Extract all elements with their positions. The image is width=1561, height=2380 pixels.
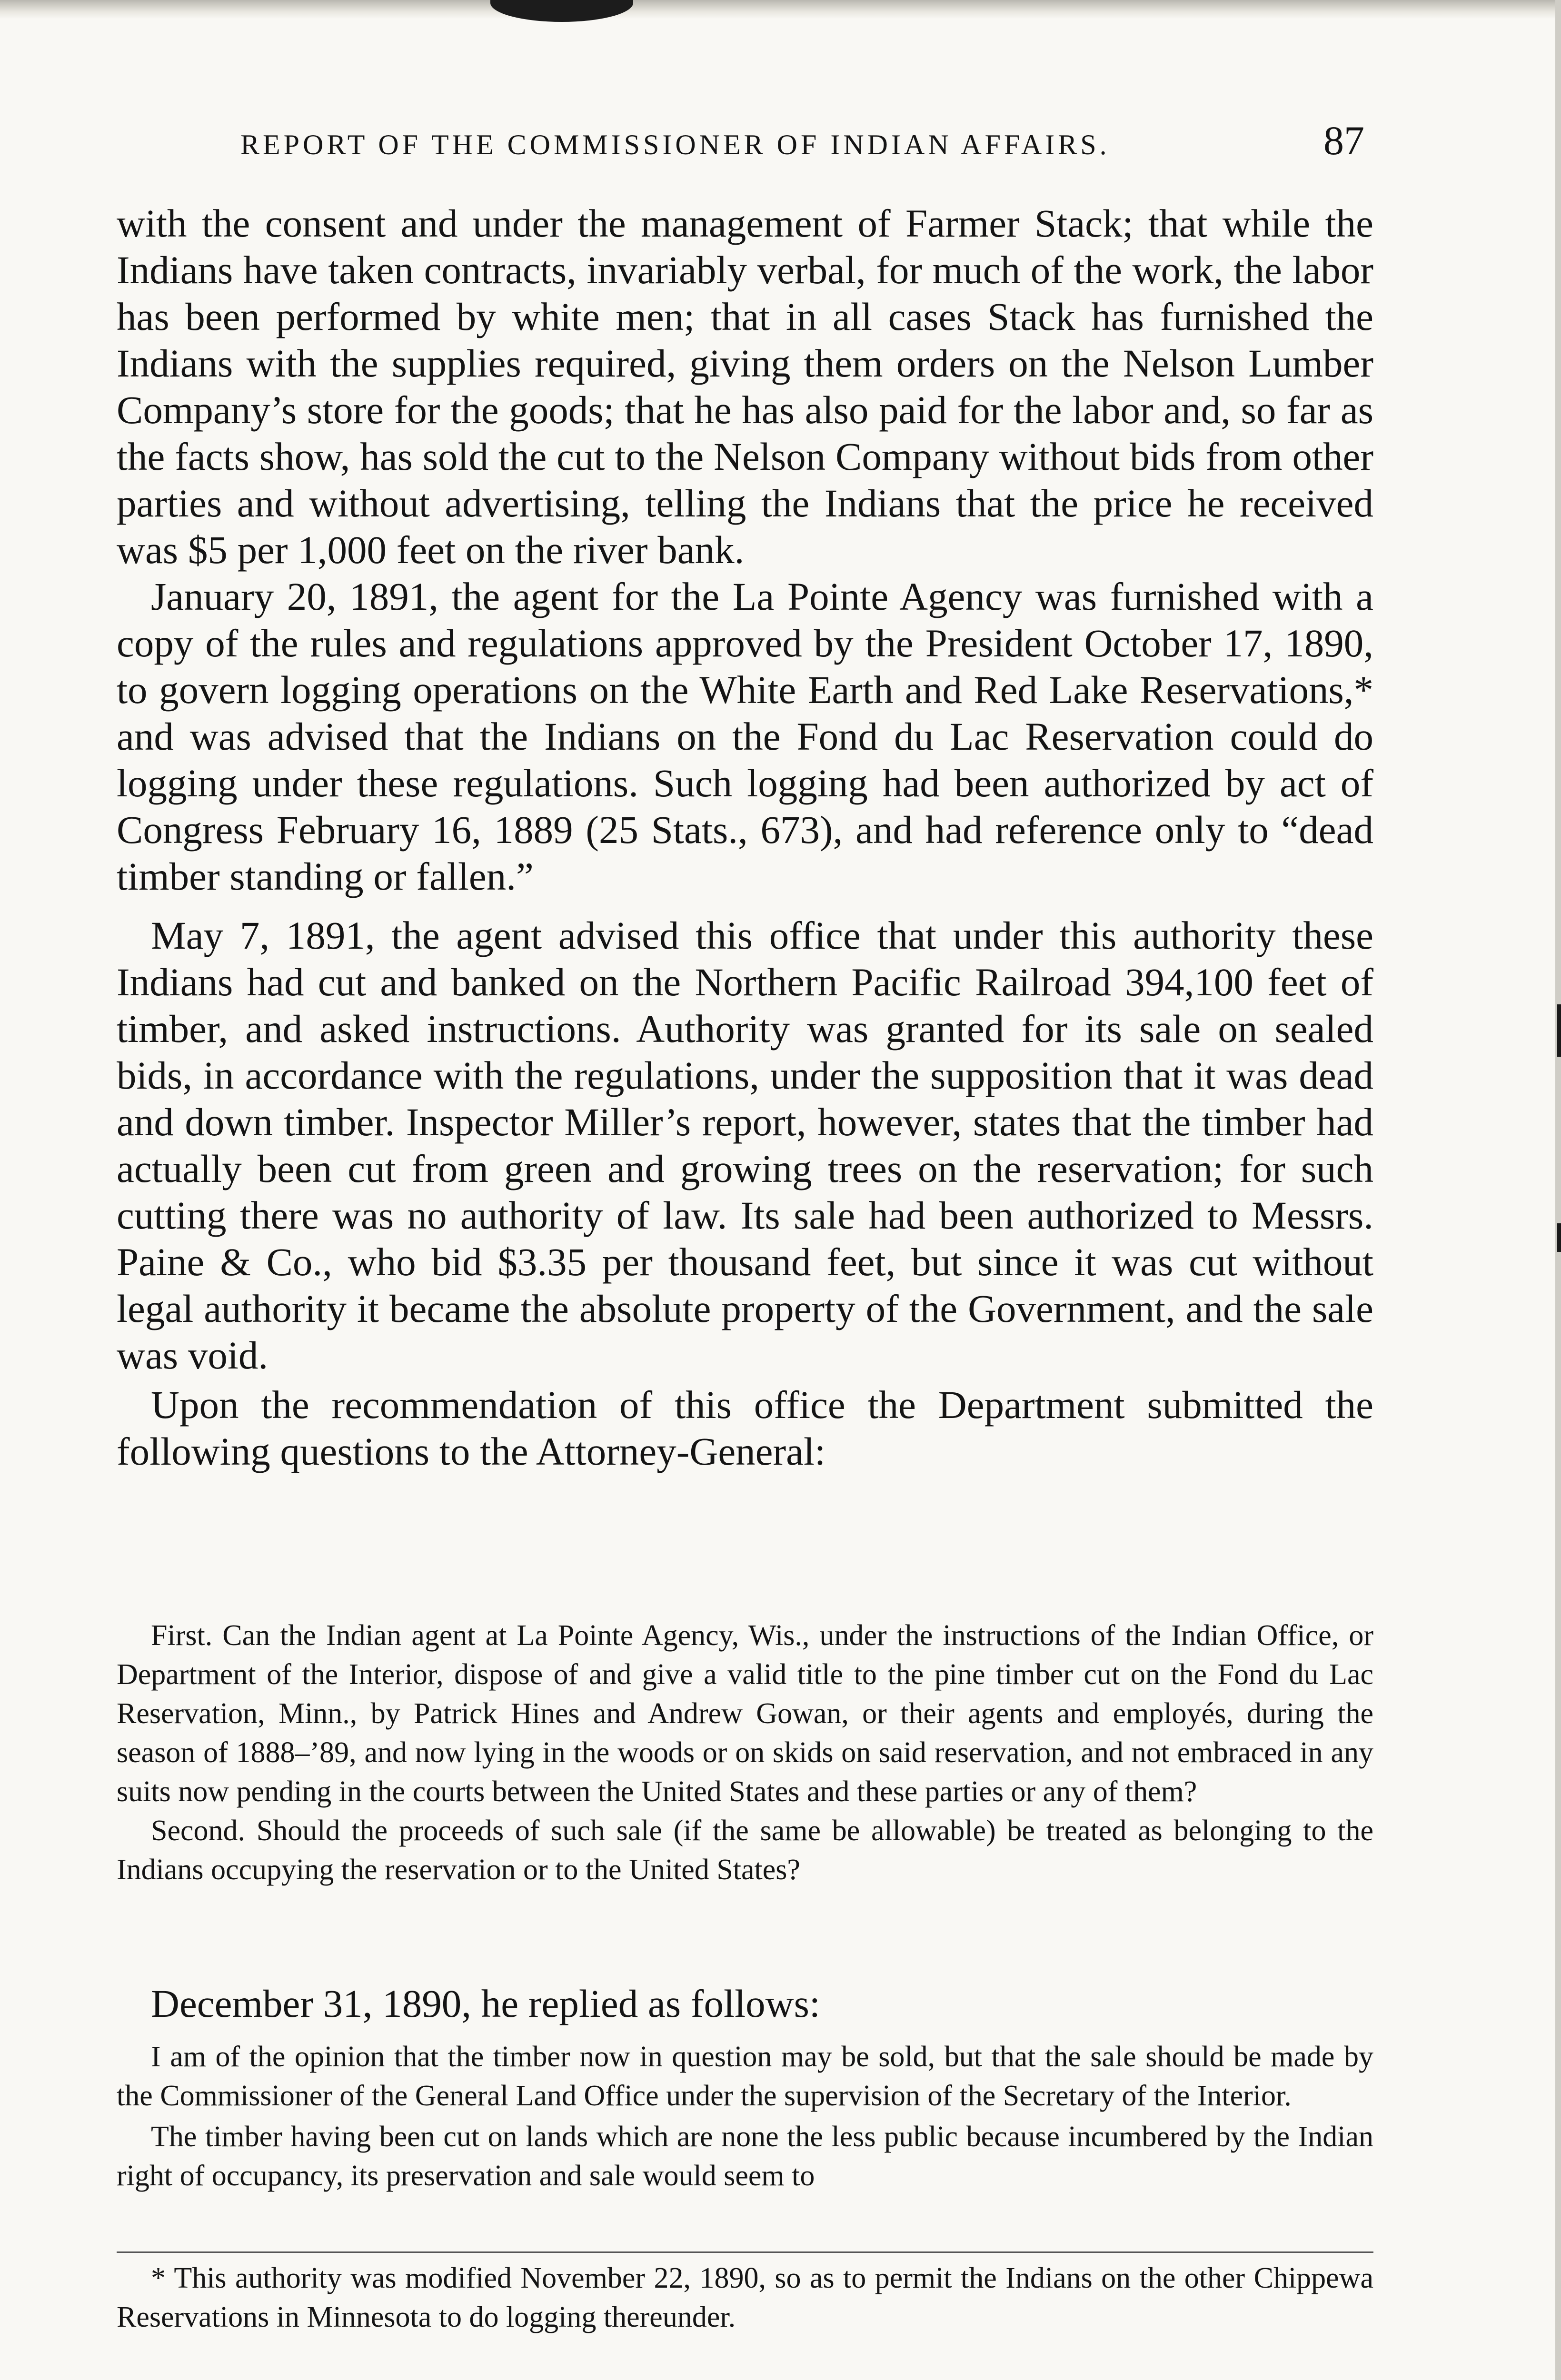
question-first: First. Can the Indian agent at La Pointe Agency, Wis., under the instructions of the Indian Office, or Department of the Interior, dispose of and give a valid title to the pine timber cut on the Fond du Lac Reservation, Minn., by Patrick Hines and Andrew Gowan, or their agents and employés, during the season of 1888–’89, and now lying in the woods or on skids on said reservation, and not embraced in any suits now pending in the courts between the United States and these parties or any of them?: [117, 1619, 1373, 1808]
paragraph: May 7, 1891, the agent advised this office that under this authority these Indians had cut and banked on the Northern Pacific Railroad 394,100 feet of timber, and asked instructions. Authority was granted for its sale on sealed bids, in accordance with the regulations, under the supposition that it was dead and down timber. Inspector Miller’s report, however, states that the timber had actually been cut from green and growing trees on the reservation; for such cutting there was no authority of law. Its sale had been authorized to Messrs. Paine & Co., who bid $3.35 per thousand feet, but since it was cut without legal authority it became the absolute property of the Government, and the sale was void.: [117, 913, 1373, 1377]
running-head: REPORT OF THE COMMISSIONER OF INDIAN AFFAIRS.: [240, 129, 1110, 160]
reply-intro: December 31, 1890, he replied as follows:: [151, 1982, 820, 2025]
page-top-edge: [0, 0, 1561, 19]
question-second: Second. Should the proceeds of such sale (if the same be allowable) be treated as belonging to the Indians occupying the reservation or to the United States?: [117, 1815, 1373, 1886]
paragraph: Upon the recommendation of this office the Department submitted the following questions to the Attorney-General:: [117, 1383, 1373, 1473]
footnote-block: [117, 2259, 1373, 2337]
footnote-rule: [117, 2251, 1373, 2253]
edge-mark: [1557, 1223, 1561, 1252]
quoted-reply: [117, 2037, 1373, 2195]
paragraph: with the consent and under the management of Farmer Stack; that while the Indians have taken contracts, invariably verbal, for much of the work, the labor has been performed by white men; that in all cases Stack has furnished the Indians with the supplies required, giving them orders on the Nelson Lumber Company’s store for the goods; that he has also paid for the labor and, so far as the facts show, has sold the cut to the Nelson Company without bids from other parties and without advertising, telling the Indians that the price he received was $5 per 1,000 feet on the river bank.: [117, 201, 1373, 572]
reply-paragraph: The timber having been cut on lands which are none the less public because incumbered by the Indian right of occupancy, its preservation and sale would seem to: [117, 2121, 1373, 2192]
edge-mark: [1557, 1004, 1561, 1057]
reply-paragraph: I am of the opinion that the timber now in question may be sold, but that the sale should be made by the Commissioner of the General Land Office under the supervision of the Secretary of the Interior.: [117, 2041, 1373, 2112]
reply-intro-block: [117, 1980, 1373, 2027]
paragraph: January 20, 1891, the agent for the La Pointe Agency was furnished with a copy of the rules and regulations approved by the President October 17, 1890, to govern logging operations on the White Earth and Red Lake Reservations,* and was advised that the Indians on the Fond du Lac Reservation could do logging under these regulations. Such logging had been authorized by act of Congress February 16, 1889 (25 Stats., 673), and had reference only to “dead timber standing or fallen.”: [117, 575, 1373, 898]
quoted-questions: [117, 1616, 1373, 1889]
main-text: [117, 200, 1373, 1475]
page-number: 87: [1323, 118, 1364, 163]
footnote: * This authority was modified November 22, 1890, so as to permit the Indians on the other Chippewa Reservations in Minnesota to do logging thereunder.: [117, 2262, 1373, 2333]
page-right-edge: [1555, 0, 1561, 2380]
